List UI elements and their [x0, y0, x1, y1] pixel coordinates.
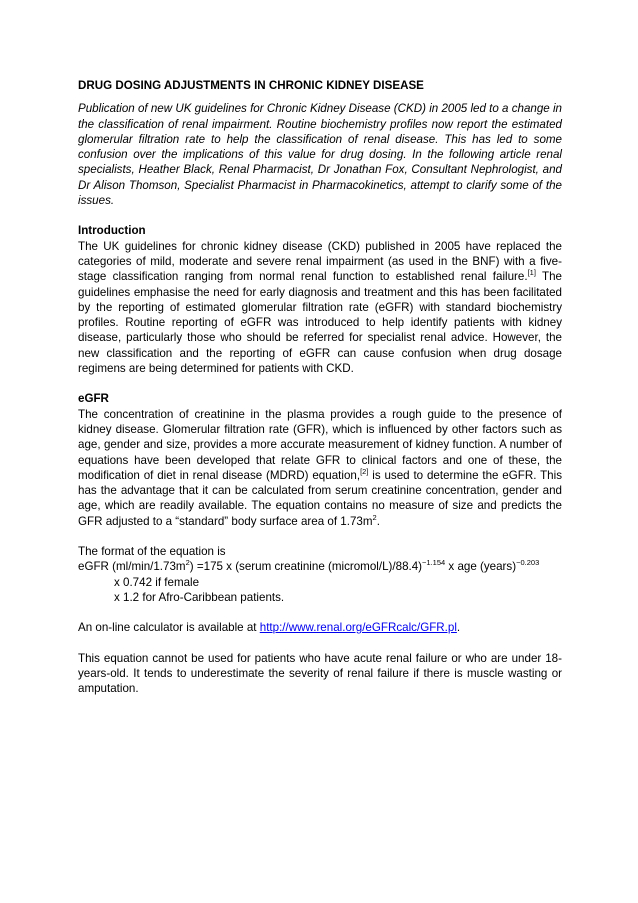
- calculator-text: An on-line calculator is available at: [78, 621, 260, 635]
- egfr-paragraph: [78, 407, 562, 529]
- equation-sup-1: 2: [185, 558, 190, 568]
- calculator-end: .: [456, 621, 461, 635]
- equation-formula: [78, 559, 562, 574]
- equation-part-3: x age (years): [445, 560, 517, 574]
- document-page: [78, 78, 562, 696]
- equation-lead: The format of the equation is: [78, 545, 226, 559]
- equation-female-factor: x 0.742 if female: [114, 575, 200, 589]
- equation-exponent-1: −1.154: [422, 558, 446, 568]
- squared-superscript: 2: [372, 512, 377, 522]
- egfr-text-1: The concentration of creatinine in the plasma provides a rough guide to the presence of kidney disease. Glomerular filtration rate (GFR), which is influenced by other factors such as age, gender and size, provides a more accurate measurement of kidney function. A number of equations have been developed that relate GFR to clinical factors and one of these, the modification of diet in renal disease (MDRD) equation,: [78, 407, 562, 482]
- introduction-text-2: The guidelines emphasise the need for early diagnosis and treatment and this has been facilitated by the reporting of estimated glomerular filtration rate (eGFR) with standard biochemistry profiles. Routine reporting of eGFR was introduced to help identify patients with kidney disease, particularly those who should be referred for specialist renal advice. However, the new classification and the reporting of eGFR can cause confusion when drug dosage regimens are being determined for patients with CKD.: [78, 270, 562, 376]
- caution-paragraph: This equation cannot be used for patients who have acute renal failure or who are under 18-years-old. It tends to underestimate the severity of renal failure if there is muscle wasting or amputation.: [78, 651, 562, 696]
- reference-2: [2]: [360, 466, 369, 476]
- reference-1: [1]: [527, 268, 536, 278]
- introduction-text-1: The UK guidelines for chronic kidney disease (CKD) published in 2005 have replaced the categories of mild, moderate and severe renal impairment (as used in the BNF) with a five-stage classification ranging from normal renal function to established renal failure.: [78, 239, 562, 284]
- egfr-text-2: is used to determine the eGFR. This has the advantage that it can be calculated from serum creatinine concentration, gender and age, which are readily available. The equation contains no measure of size and predicts the GFR adjusted to a “standard” body surface area of 1.73m: [78, 468, 562, 528]
- equation-exponent-2: −0.203: [516, 558, 540, 568]
- egfr-text-3: .: [376, 514, 380, 528]
- section-heading-introduction: Introduction: [78, 224, 146, 238]
- equation-part-2: ) =175 x (serum creatinine (micromol/L)/88.4): [189, 560, 423, 574]
- intro-paragraph: Publication of new UK guidelines for Chronic Kidney Disease (CKD) in 2005 led to a change in the classification of renal impairment. Routine biochemistry profiles now report the estimated glomerular filtration rate to help the classification of renal disease. This has led to some confusion over the implications of this value for drug dosing. In the following article renal specialists, Heather Black, Renal Pharmacist, Dr Jonathan Fox, Consultant Nephrologist, and Dr Alison Thomson, Specialist Pharmacist in Pharmacokinetics, attempt to clarify some of the issues.: [78, 102, 562, 208]
- equation-part-1: eGFR (ml/min/1.73m: [78, 560, 186, 574]
- calculator-link[interactable]: http://www.renal.org/eGFRcalc/GFR.pl: [259, 621, 457, 635]
- document-title: DRUG DOSING ADJUSTMENTS IN CHRONIC KIDNEY DISEASE: [78, 79, 424, 92]
- equation-afro-factor: x 1.2 for Afro-Caribbean patients.: [114, 590, 285, 604]
- calculator-paragraph: [78, 620, 562, 635]
- equation-block: [78, 544, 562, 605]
- introduction-paragraph: [78, 239, 562, 377]
- section-heading-egfr: eGFR: [78, 392, 109, 406]
